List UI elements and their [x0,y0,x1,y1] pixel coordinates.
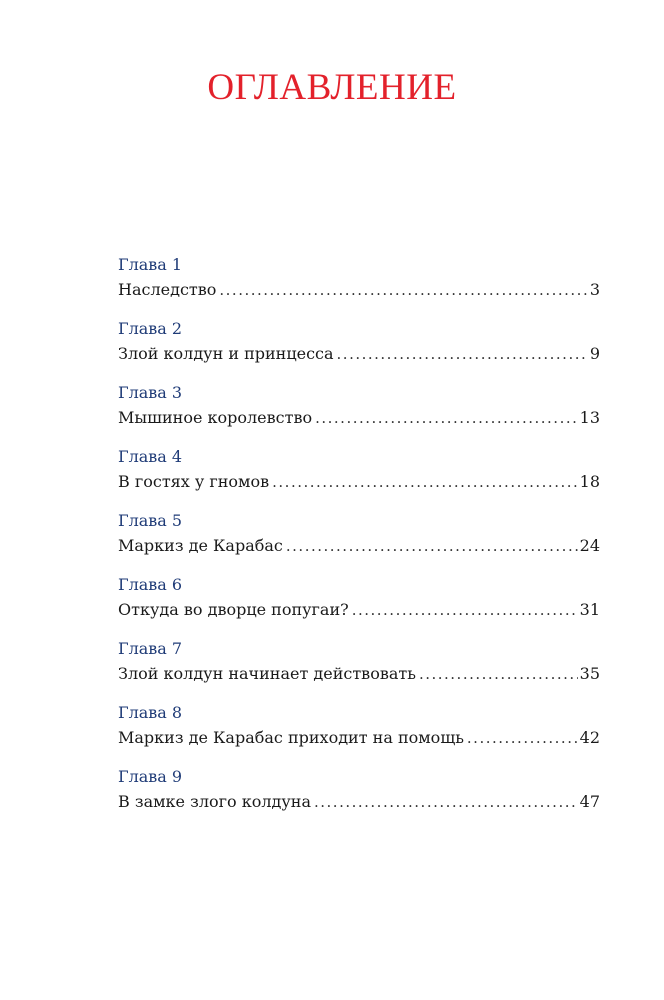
table-of-contents [118,253,600,829]
chapter-title[interactable]: В замке злого колдуна [118,792,311,811]
chapter-label: Глава 5 [118,511,183,530]
page-number: 35 [579,664,600,683]
page-number: 47 [579,792,600,811]
chapter-line [118,661,600,687]
chapter-title[interactable]: Маркиз де Карабас приходит на помощь [118,728,464,747]
chapter-label: Глава 2 [118,319,183,338]
chapter-line [118,597,600,623]
toc-entry-chapter-3[interactable] [118,381,600,445]
dot-leader [315,405,578,431]
page-number: 42 [579,728,600,747]
chapter-label: Глава 3 [118,383,183,402]
dot-leader [419,661,578,687]
toc-entry-chapter-6[interactable] [118,573,600,637]
page-number: 24 [579,536,600,555]
page-number: 31 [579,600,600,619]
dot-leader [219,277,587,303]
page-title: ОГЛАВЛЕНИЕ [207,67,457,108]
chapter-label: Глава 4 [118,447,183,466]
chapter-label: Глава 7 [118,639,183,658]
dot-leader [467,725,578,751]
toc-entry-chapter-4[interactable] [118,445,600,509]
toc-entry-chapter-2[interactable] [118,317,600,381]
chapter-line [118,405,600,431]
chapter-title[interactable]: Мышиное королевство [118,408,313,427]
toc-entry-chapter-7[interactable] [118,637,600,701]
chapter-title[interactable]: Маркиз де Карабас [118,536,283,555]
chapter-line [118,469,600,495]
toc-entry-chapter-9[interactable] [118,765,600,829]
chapter-line [118,341,600,367]
chapter-title[interactable]: В гостях у гномов [118,472,270,491]
chapter-label: Глава 8 [118,703,183,722]
toc-entry-chapter-8[interactable] [118,701,600,765]
chapter-label: Глава 6 [118,575,183,594]
chapter-label: Глава 9 [118,767,183,786]
dot-leader [337,341,588,367]
dot-leader [286,533,578,559]
dot-leader [352,597,578,623]
chapter-title[interactable]: Злой колдун начинает действовать [118,664,416,683]
page-number: 18 [579,472,600,491]
toc-entry-chapter-1[interactable] [118,253,600,317]
page-number: 13 [579,408,600,427]
chapter-line [118,725,600,751]
chapter-title[interactable]: Злой колдун и принцесса [118,344,334,363]
chapter-line [118,277,600,303]
page-number: 9 [589,344,600,363]
chapter-line [118,789,600,815]
chapter-title[interactable]: Откуда во дворце попугаи? [118,600,349,619]
chapter-line [118,533,600,559]
dot-leader [314,789,578,815]
toc-entry-chapter-5[interactable] [118,509,600,573]
page-number: 3 [589,280,600,299]
dot-leader [272,469,578,495]
chapter-label: Глава 1 [118,255,183,274]
chapter-title[interactable]: Наследство [118,280,217,299]
